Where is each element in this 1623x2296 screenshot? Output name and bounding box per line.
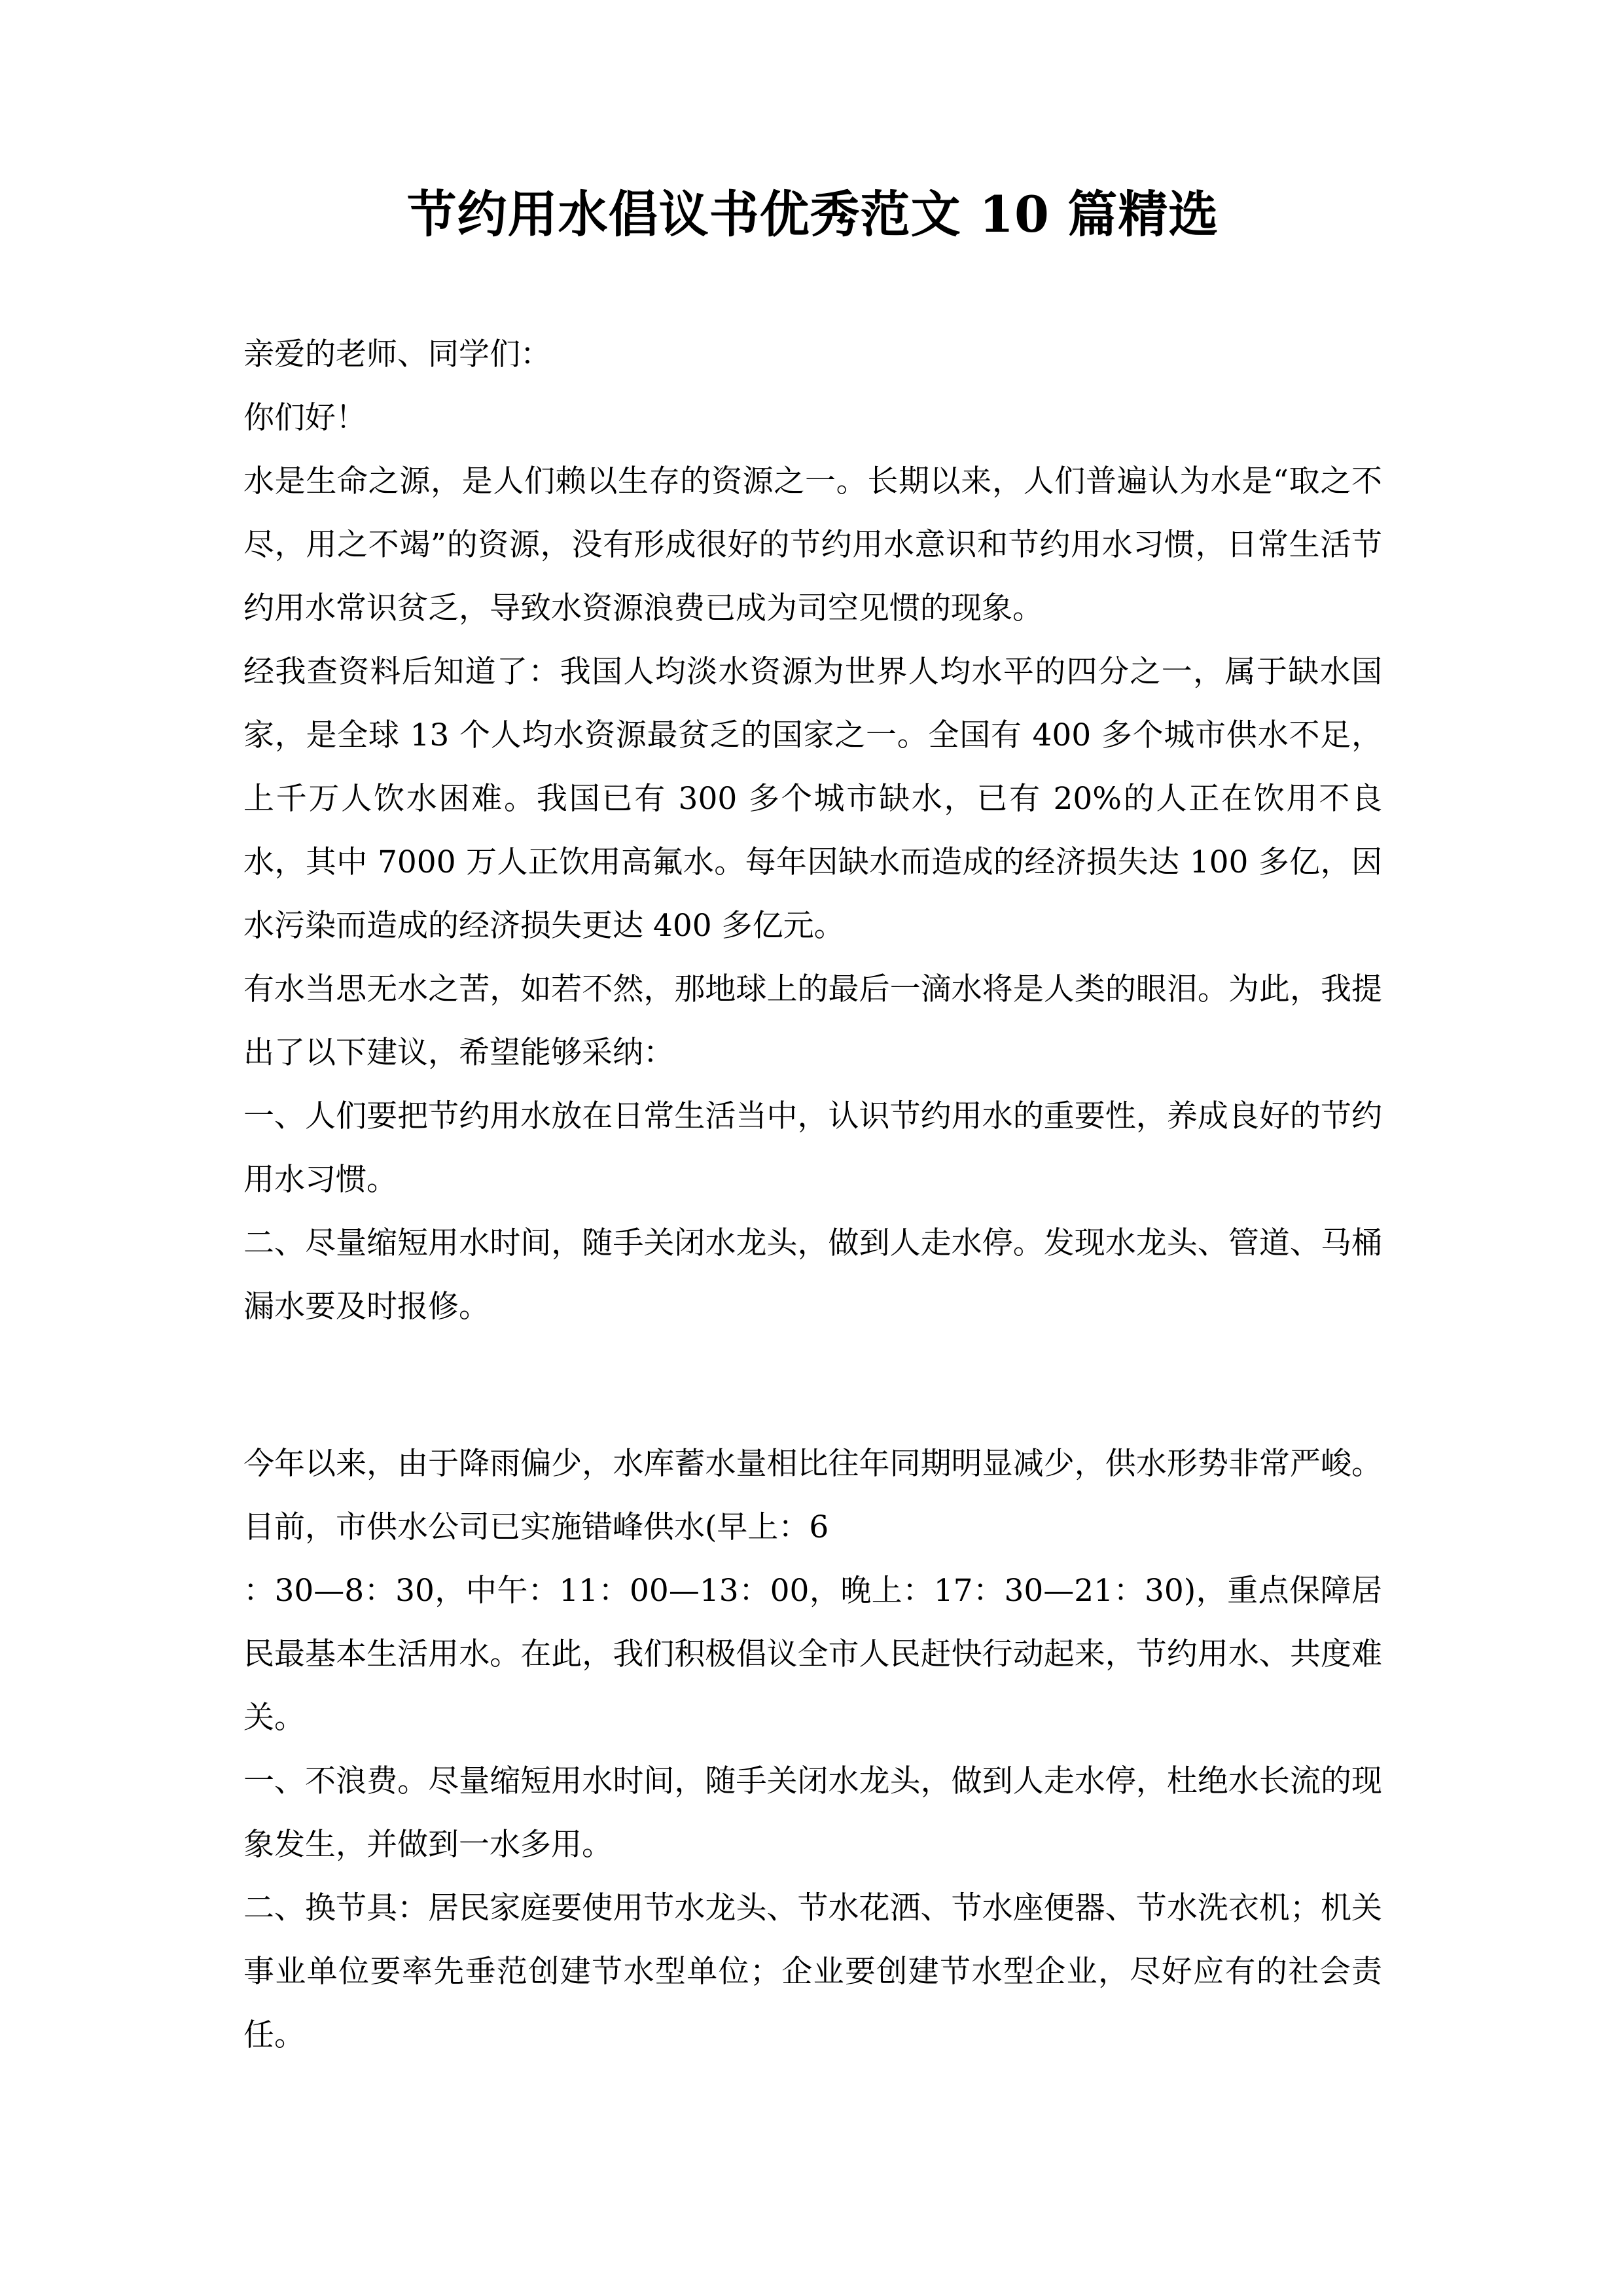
paragraph-second-suggestion-one: 一、不浪费。尽量缩短用水时间，随手关闭水龙头，做到人走水停，杜绝水长流的现象发生，并做到一水多用。 (243, 1763, 1382, 1863)
paragraph-suggestion-two: 二、尽量缩短用水时间，随手关闭水龙头，做到人走水停。发现水龙头、管道、马桶漏水要及时报修。 (243, 1225, 1382, 1325)
paragraph-suggestion-one: 一、人们要把节约用水放在日常生活当中，认识节约用水的重要性，养成良好的节约用水习惯。 (243, 1098, 1382, 1198)
paragraph-blank-separator-extra (243, 1402, 1382, 1432)
document-body (243, 323, 1382, 2067)
paragraph-statistics: 经我查资料后知道了：我国人均淡水资源为世界人均水平的四分之一，属于缺水国家，是全球 13 个人均水资源最贫乏的国家之一。全国有 400 多个城市供水不足，上千万人饮水困难。我国已有 300 多个城市缺水，已有 20%的人正在饮用不良水，其中 7000 万人正饮用高氟水。每年因缺水而造成的经济损失达 100 多亿，因水污染而造成的经济损失更达 400 多亿元。 (243, 654, 1382, 944)
paragraph-call-to-action: 有水当思无水之苦，如若不然，那地球上的最后一滴水将是人类的眼泪。为此，我提出了以下建议，希望能够采纳： (243, 971, 1382, 1071)
paragraph-intro: 水是生命之源，是人们赖以生存的资源之一。长期以来，人们普遍认为水是“取之不尽，用之不竭”的资源，没有形成很好的节约用水意识和节约用水习惯，日常生活节约用水常识贫乏，导致水资源浪费已成为司空见惯的现象。 (243, 463, 1382, 626)
page-title: 节约用水倡议书优秀范文 10 篇精选 (406, 185, 1219, 243)
document-content (243, 0, 1382, 2067)
paragraph-greeting: 你们好！ (243, 400, 366, 436)
paragraph-second-article-intro: 今年以来，由于降雨偏少，水库蓄水量相比往年同期明显减少，供水形势非常严峻。目前，市供水公司已实施错峰供水(早上：6 (243, 1446, 1382, 1545)
paragraph-second-suggestion-two: 二、换节具：居民家庭要使用节水龙头、节水花洒、节水座便器、节水洗衣机；机关事业单位要率先垂范创建节水型单位；企业要创建节水型企业，尽好应有的社会责任。 (243, 1890, 1382, 2053)
paragraph-second-article-schedule: ：30—8：30，中午：11：00—13：00，晚上：17：30—21：30)，重点保障居民最基本生活用水。在此，我们积极倡议全市人民赶快行动起来，节约用水、共度难关。 (243, 1573, 1382, 1736)
paragraph-salutation: 亲爱的老师、同学们： (243, 336, 551, 372)
paragraph-blank-separator (243, 1338, 1382, 1402)
